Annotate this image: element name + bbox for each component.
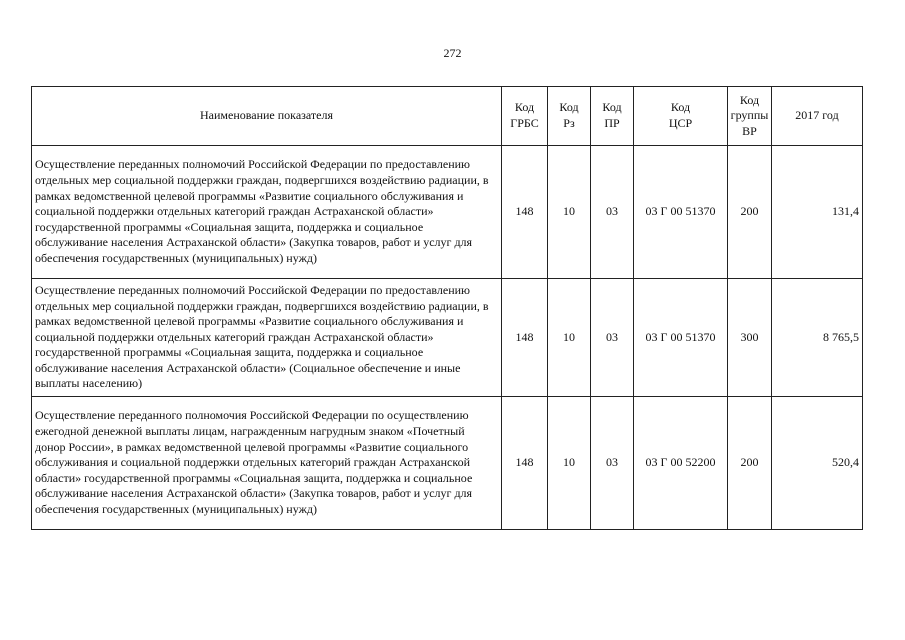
row-rz: 10	[548, 146, 591, 279]
header-csr: Код ЦСР	[634, 87, 728, 146]
row-csr: 03 Г 00 52200	[634, 397, 728, 530]
row-csr: 03 Г 00 51370	[634, 279, 728, 397]
row-name: Осуществление переданного полномочия Российской Федерации по осуществлению ежегодной денежной выплаты лицам, награжденным нагрудным знаком «Почетный донор России», в рамках ведомственной целевой программы «Развитие социального обслуживания и социальной поддержки отдельных категорий граждан Астраханской области» государственной программы «Социальная защита, поддержка и социальное обслуживание населения Астраханской области» (Закупка товаров, работ и услуг для обеспечения государственных (муниципальных) нужд)	[32, 397, 502, 530]
row-pr: 03	[591, 146, 634, 279]
row-grbs: 148	[502, 279, 548, 397]
row-pr: 03	[591, 279, 634, 397]
row-amount: 8 765,5	[772, 279, 863, 397]
row-vr: 300	[728, 279, 772, 397]
budget-table	[31, 86, 863, 530]
header-pr: Код ПР	[591, 87, 634, 146]
row-amount: 520,4	[772, 397, 863, 530]
header-rz: Код Рз	[548, 87, 591, 146]
row-name: Осуществление переданных полномочий Российской Федерации по предоставлению отдельных мер социальной поддержки граждан, подвергшихся воздействию радиации, в рамках ведомственной целевой программы «Развитие социального обслуживания и социальной поддержки отдельных категорий граждан Астраханской области» государственной программы «Социальная защита, поддержка и социальное обслуживание населения Астраханской области» (Социальное обеспечение и иные выплаты населению)	[32, 279, 502, 397]
header-vr: Код группы ВР	[728, 87, 772, 146]
header-year: 2017 год	[772, 87, 863, 146]
row-rz: 10	[548, 279, 591, 397]
table-row	[32, 279, 863, 397]
row-grbs: 148	[502, 397, 548, 530]
row-csr: 03 Г 00 51370	[634, 146, 728, 279]
header-grbs: Код ГРБС	[502, 87, 548, 146]
row-rz: 10	[548, 397, 591, 530]
table-header-row	[32, 87, 863, 146]
row-pr: 03	[591, 397, 634, 530]
row-name: Осуществление переданных полномочий Российской Федерации по предоставлению отдельных мер социальной поддержки граждан, подвергшихся воздействию радиации, в рамках ведомственной целевой программы «Развитие социального обслуживания и социальной поддержки отдельных категорий граждан Астраханской области» государственной программы «Социальная защита, поддержка и социальное обслуживание населения Астраханской области» (Закупка товаров, работ и услуг для обеспечения государственных (муниципальных) нужд)	[32, 146, 502, 279]
row-grbs: 148	[502, 146, 548, 279]
table-row	[32, 146, 863, 279]
row-vr: 200	[728, 146, 772, 279]
header-name: Наименование показателя	[32, 87, 502, 146]
row-amount: 131,4	[772, 146, 863, 279]
page-number: 272	[443, 46, 462, 60]
row-vr: 200	[728, 397, 772, 530]
table-row	[32, 397, 863, 530]
